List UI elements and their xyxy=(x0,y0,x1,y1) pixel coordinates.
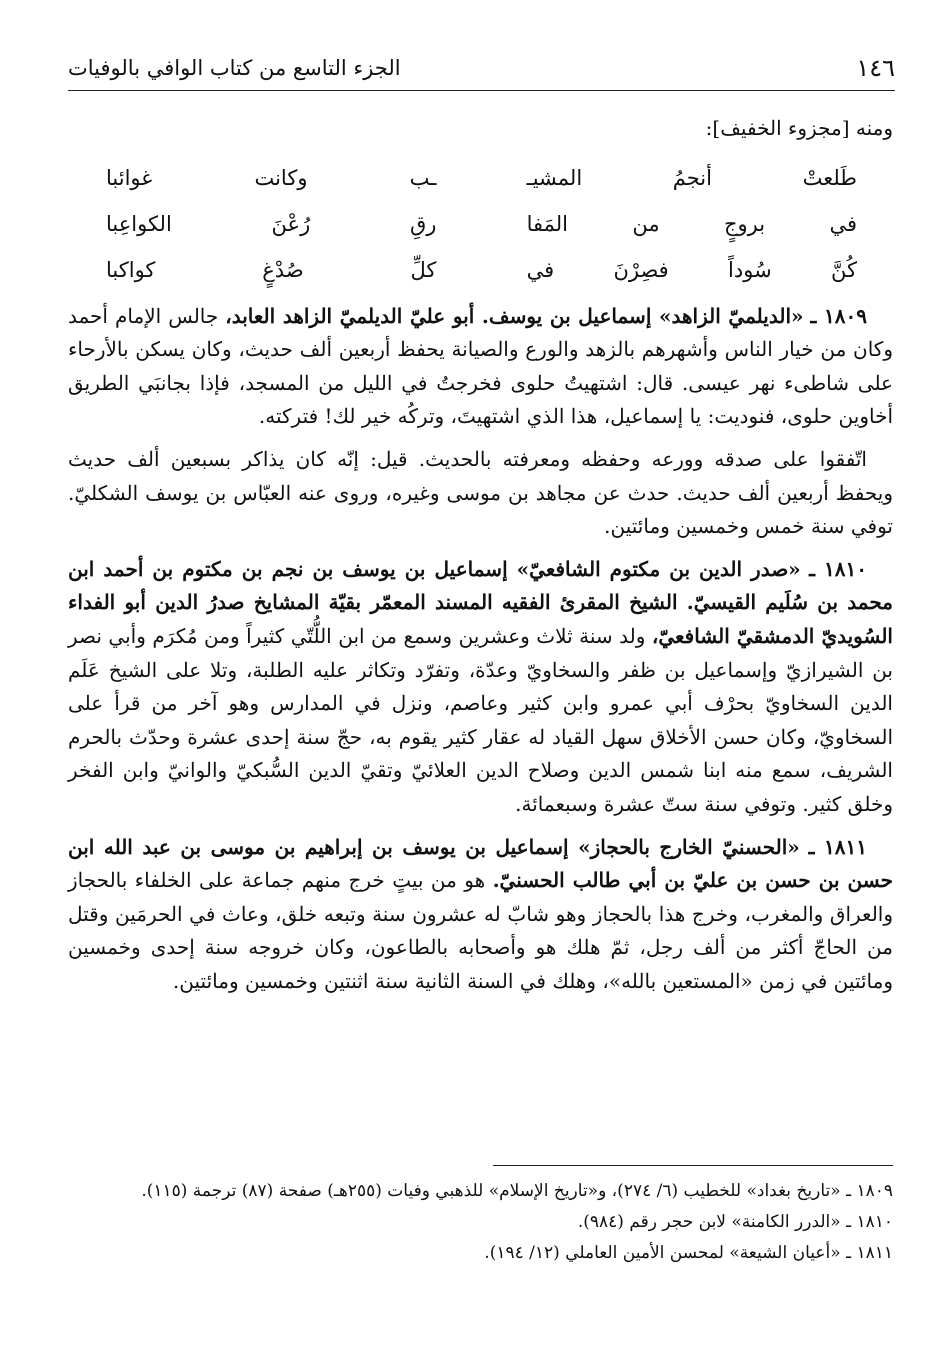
entry-body: هو من بيتٍ خرج منهم جماعة على الخلفاء بالحجاز والعراق والمغرب، وخرج هذا بالحجاز وهو شابّ له عشرون سنة وتبعه خلق، وعاث في الحرمَين وقتل من الحاجّ أكثر من ألف رجل، ثمّ هلك هو وأصحابه بالطاعون، وكان خروجه سنة إحدى وخمسين ومائتين في زمن «المستعين بالله»، وهلك في السنة الثانية سنة اثنتين وخمسين ومائتين. xyxy=(68,868,893,993)
running-title: الجزء التاسع من كتاب الوافي بالوفيات xyxy=(68,56,401,80)
entry-body: اتّفقوا على صدقه وورعه وحفظه ومعرفته بالحديث. قيل: إنّه كان يذاكر بسبعين ألف حديث ويحفظ أربعين ألف حديث. حدث عن مجاهد بن موسى وغيره، وروى عنه العبّاس بن يوسف الشكليّ. توفي سنة خمس وخمسين ومائتين. xyxy=(68,446,893,539)
verse-right-hemistich: كُنَّ سُوداً فصِرْنَ في xyxy=(526,257,857,282)
verse-line xyxy=(68,156,893,202)
page-header xyxy=(68,46,895,91)
poem xyxy=(68,156,893,294)
entry-number: ١٨٠٩ ـ xyxy=(810,303,867,328)
footnote-1810: ١٨١٠ ـ «الدرر الكامنة» لابن حجر رقم (٩٨٤). xyxy=(577,1212,893,1232)
verse-left-hemistich: ـب وكانت غوائبا xyxy=(106,165,437,190)
page-number: ١٤٦ xyxy=(856,54,895,82)
entry-title: «صدر الدين بن مكتوم الشافعيّ» إسماعيل بن يوسف بن نجم بن مكتوم بن أحمد ابن محمد بن سُلَيم القيسيّ. الشيخ المقرئ الفقيه المسند المعمّر بقيّة المشايخ صدرُ الدين أبو الفداء السُويديّ الدمشقيّ الشافعيّ، xyxy=(68,556,893,648)
main-text xyxy=(68,112,893,998)
entry-1809-continued xyxy=(68,443,893,544)
verse-right-hemistich: طَلعتْ أنجمُ المشيـ xyxy=(526,165,857,190)
entry-1810 xyxy=(68,553,893,822)
footnotes xyxy=(68,1166,893,1271)
entry-1811 xyxy=(68,831,893,999)
footnote-divider xyxy=(493,1165,893,1166)
entry-number: ١٨١١ ـ xyxy=(808,834,868,859)
entry-number: ١٨١٠ ـ xyxy=(809,556,867,581)
poem-intro: ومنه [مجزوء الخفيف]: xyxy=(705,116,893,140)
footnote-1809: ١٨٠٩ ـ «تاريخ بغداد» للخطيب (٦/ ٢٧٤)، و«تاريخ الإسلام» للذهبي وفيات (٢٥٥هـ) صفحة (٨٧) ترجمة (١١٥). xyxy=(141,1181,893,1201)
entry-title: «الديلميّ الزاهد» إسماعيل بن يوسف. أبو عليّ الديلميّ الزاهد العابد، xyxy=(225,303,804,328)
entry-title: «الحسنيّ الخارج بالحجاز» إسماعيل بن يوسف بن إبراهيم بن موسى بن عبد الله ابن حسن بن حسن بن عليّ بن أبي طالب الحسنيّ. xyxy=(68,834,893,893)
entry-body: ولد سنة ثلاث وعشرين وسمع من ابن اللُّتّي كثيراً ومن مُكرَم وأبي نصر بن الشيرازيّ وإسماعيل بن ظفر والسخاويّ وعدّة، وتفرّد وتكاثر عليه الطلبة، وتلا على الشيخ عَلَم الدين السخاويّ بحرْف أبي عمرو وابن كثير وعاصم، ونزل في المدارس وهو آخر من قرأ على السخاويّ، وكان حسن الأخلاق سهل القياد له عقار كثير يقوم به، حجّ سنة إحدى عشرة وحدّث بالحرم الشريف، سمع منه ابنا شمس الدين وصلاح الدين العلائيّ وتقيّ الدين السُّبكيّ والوانيّ وابن الفخر وخلق كثير. وتوفي سنة ستّ عشرة وسبعمائة. xyxy=(68,623,893,816)
footnote-1811: ١٨١١ ـ «أعيان الشيعة» لمحسن الأمين العاملي (١٢/ ١٩٤). xyxy=(484,1243,893,1263)
entry-body: جالس الإمام أحمد وكان من خيار الناس وأشهرهم بالزهد والورع والصيانة يحفظ أربعين ألف حديث، وكان يسكن بالأرحاء على شاطىء نهر عيسى. قال: اشتهيتُ حلوى فخرجتُ في الليل من المسجد، فإذا بجانبَي الطريق أخاوين حلوى، فنوديت: يا إسماعيل، هذا الذي اشتهيتَ، وتركُه خير لك! فتركته. xyxy=(68,303,893,429)
verse-left-hemistich: كلِّ صُدْغٍ كواكبا xyxy=(106,257,437,282)
verse-right-hemistich: في بروجٍ من المَفا xyxy=(526,211,857,236)
verse-line xyxy=(68,248,893,294)
verse-line xyxy=(68,202,893,248)
entry-1809 xyxy=(68,300,893,434)
verse-left-hemistich: رقِ رُعْنَ الكواعِبا xyxy=(106,211,437,236)
